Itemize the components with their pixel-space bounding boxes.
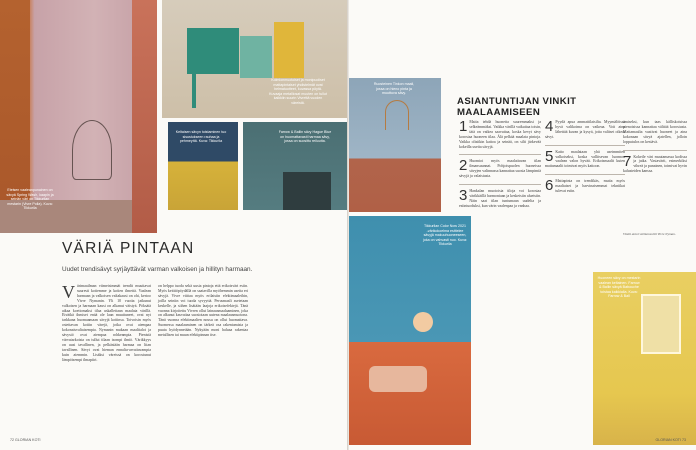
tip-text: Kokeile väri muutamassa kodissa ja jatka. Vastavärit, esimerkiksi vihreä ja punainen, toimivat hyvin kalusteiden kanssa. xyxy=(623,154,687,174)
tip-item xyxy=(545,147,625,170)
table-photo xyxy=(162,0,347,118)
hallway-photo xyxy=(0,0,157,233)
yellow-room-caption: Keltaisen sävyn toistaminen tuo sisustukseen rauhaa ja pehmeyttä. Kuva: Tikkurila xyxy=(175,130,227,144)
tips-column-2 xyxy=(545,120,625,199)
body-column-2: on helppo tuoda sekä uusia pintoja että erikoisväri esiin. Myös keittiöpöydällä on saatavilla myöhemmin useita eri sävyjä. Vivre viittaa myös erilaisiin efektimaaleihin, joilla seiniin voi tuoda syvyyttä. Perusmaali asetetaan keskelle, ja siihen lisätään laajoja erikoisefektejä. Tänä vuonna kirjoitettu Vivren ollut lainausmaalaaminen, joka on alkanut kasvattaa suosiotaan uutena maalausmuotona. Tänä vuonna efektimaalien nousu on ollut huomattava. Suomessa maalaaminen on tärkeä osa rakentamista ja puuta hyödynnetään. Nykyään moni haluaa rakentaa metallisen tai muun efektipinnan itse. xyxy=(158,284,248,338)
tip-item xyxy=(459,120,541,149)
divider xyxy=(545,174,625,175)
mint-block-shape xyxy=(240,36,272,78)
tip-text: Katto maalataan yhä useimmiten valkoiseksi, koska vallitsevan luonnon vaalean valon hyvää. Erikoismaalit kuten mattamaalit toimivat myös kattoon. xyxy=(545,149,625,169)
tip-text: Pyydä apua ammattilaisilta. Myymälöissä hyvä valikoima on vaikeaa. Voit aina lähettää kuvan ja kysyä, jotta valitset oikeat sävyt. xyxy=(545,120,625,139)
tip-number: 7 xyxy=(623,152,632,170)
sink-caption: Ruosteinen Tinkon maali, jossa on hieno pinta ja muuttuva sävy. xyxy=(373,82,415,96)
tips-heading: ASIANTUNTIJAN VINKIT MAALAAMISEEN xyxy=(457,96,577,118)
folio-right: GLORIAN KOTI 73 xyxy=(655,438,686,442)
body-column-1 xyxy=(62,284,151,363)
tip-item xyxy=(623,152,687,175)
tip-number: 4 xyxy=(545,118,554,135)
tip-number: 3 xyxy=(459,187,468,205)
blue-room-caption: Farrow & Ballin sävy Hague Blue on huomattavasti harmaa sävy, jossa on suosittu reiluutta. xyxy=(278,130,332,144)
green-block-shape xyxy=(187,28,239,74)
tip-number: 1 xyxy=(459,118,468,135)
tip-text: Hankalan muotoisia tiloja voi korostaa värikkäillä harmoniaan ja keskeisiin alueisiin. Näin saat tilan tuntumaan uudelta ja esiintuoduksi, kun värin vaalenpaa ja vanhaa. xyxy=(459,189,541,208)
body-text-1: ärimaailman viimeisimmät trendit muuttavat suuresti kotiemme ja kotien ilmettä. Vaalean harmaan ja valkoisen valtakausi on ohi, kertoo Vivre Nymanin. Yli 10 vuotta jatkunut valkoisen ja harmaan kausi on alkanut väistyä. Pöksätä aikaa koettomaksi tilaa uskallettaan maalata värillä. Eivätkä ihmiset enää ole laan muuttuneet, ovat nyt tarkkana huomaamaan sävyjä kotiinsa. Toivoisin myös ostettavan kotiin värejä, jotka ovat aiempaa kokonaisvaltaisempia. Nymanin mukaan maalitalot ja sävystö ovat aiempaa rohkeampia. Pienistä värvatarkoista on tullut tilaan isompi ilmiö. Värikkyys on uusi tavallinen, ja pelkästään harmaa on liian tavallinen. Sävyt ovat hieman ennalta-arvattavampia kuin aiemmin. Lisäksi väreissä on korostunut lämpöisempi ilmapiiri. xyxy=(62,284,151,362)
col3-intro: amiseksi, kun taas källiskoisissa pienoisissa kannattaa välttää korostusta. Mattamaalia vaativat huoneet ja aina kokonaan sävyä ajatellen, jolloin lopputulos on kestävä. xyxy=(623,120,687,144)
tip-item xyxy=(545,120,625,140)
lamp-shape xyxy=(413,312,433,332)
divider xyxy=(459,154,541,155)
tip-item xyxy=(459,159,541,179)
tip-number: 5 xyxy=(545,147,554,165)
cabinet-shape xyxy=(283,172,331,210)
yellow-room-right-caption: Huoneen sävy on mestarin vaalean keltainen. Farrow & Ballin sävyä Babouche toistaa kaikkialla. Kuva: Farrow & Ball xyxy=(597,276,641,299)
drop-cap: V xyxy=(62,282,75,302)
pillow-shape xyxy=(369,366,427,392)
tip-text: Huomioi myös maalattavan tilan ilmansuunnat. Pohjoispuolen huoneissa sävyjen valinnassa kannattaa suosia lämpimiä sävyjä ja valaistusta. xyxy=(459,159,541,179)
article-title: VÄRIÄ PINTAAN xyxy=(62,240,195,257)
bedroom-photo xyxy=(349,216,471,445)
yellow-block-shape xyxy=(274,22,304,78)
left-page xyxy=(0,0,347,450)
divider xyxy=(623,150,687,151)
window-shape xyxy=(641,294,681,354)
hallway-caption: Eteisen vaaleanpunainen on sävyä Spring Wash, kaapin ja seinän väri on Tikkurilan mestarin (Vivre Polla). Kuva: Tikkurila xyxy=(6,188,54,211)
wire-chair-shape xyxy=(72,120,112,180)
divider xyxy=(459,184,541,185)
folio-left: 72 GLORIAN KOTI xyxy=(10,438,41,442)
tip-item xyxy=(459,189,541,209)
yellow-room-photo xyxy=(168,122,238,210)
table-leg-shape xyxy=(192,74,196,108)
tip-text: Maita tehdä huonetta suuremmaksi ja selkeämmäksi. Vaikka värillä vaikuttaa toisin, tätä on vaikea saavuttaa, koska kevyt sävy korostaa huoneen tilaa. Älä pelkää maalata pintoja. Vaikka olisitkin kattoa ja seinää, on silti järkevää kokeilla useita sävyjä. xyxy=(459,120,541,149)
tip-item xyxy=(545,179,625,194)
tip-number: 6 xyxy=(545,177,554,195)
shelf-shape xyxy=(132,0,157,233)
right-page xyxy=(349,0,696,450)
tip-number: 2 xyxy=(459,157,468,175)
yellow-room-photo-right xyxy=(593,272,696,445)
tips-column-1 xyxy=(459,120,541,214)
sink-photo xyxy=(349,78,441,212)
tips-column-3 xyxy=(623,120,687,179)
divider xyxy=(545,145,625,146)
faucet-shape xyxy=(385,100,409,130)
blue-room-photo xyxy=(243,122,347,210)
article-subtitle: Uudet trendisävyt syrjäyttävät varman valkoisen ja hillityn harmaan. xyxy=(62,266,253,273)
tips-credit: Vinkit antoi värikonsultti Vivre Nyman. xyxy=(623,232,676,236)
bedroom-caption: Tikkurilan Color Now 2021 -värikokoelma esittelee sävyjä makuuhuoneeseen, joka on vahvasti nuo. Kuva: Tikkurila xyxy=(423,224,467,247)
tip-text: Mattapinta on trendikäs, mutta myös maaltaiset ja harvinaisemmat tekniikat tulevat esiin. xyxy=(555,179,625,194)
table-caption: Kolmionmuotoiset ja monipuoliset mattapintaiset yhdistelmät ovat helmatuotteet, kuvassa pöytä. Kuvaaja metalliosat muuten on tullut kaikkiin suurin Vivrettä vuoden väreistä. xyxy=(269,78,327,105)
